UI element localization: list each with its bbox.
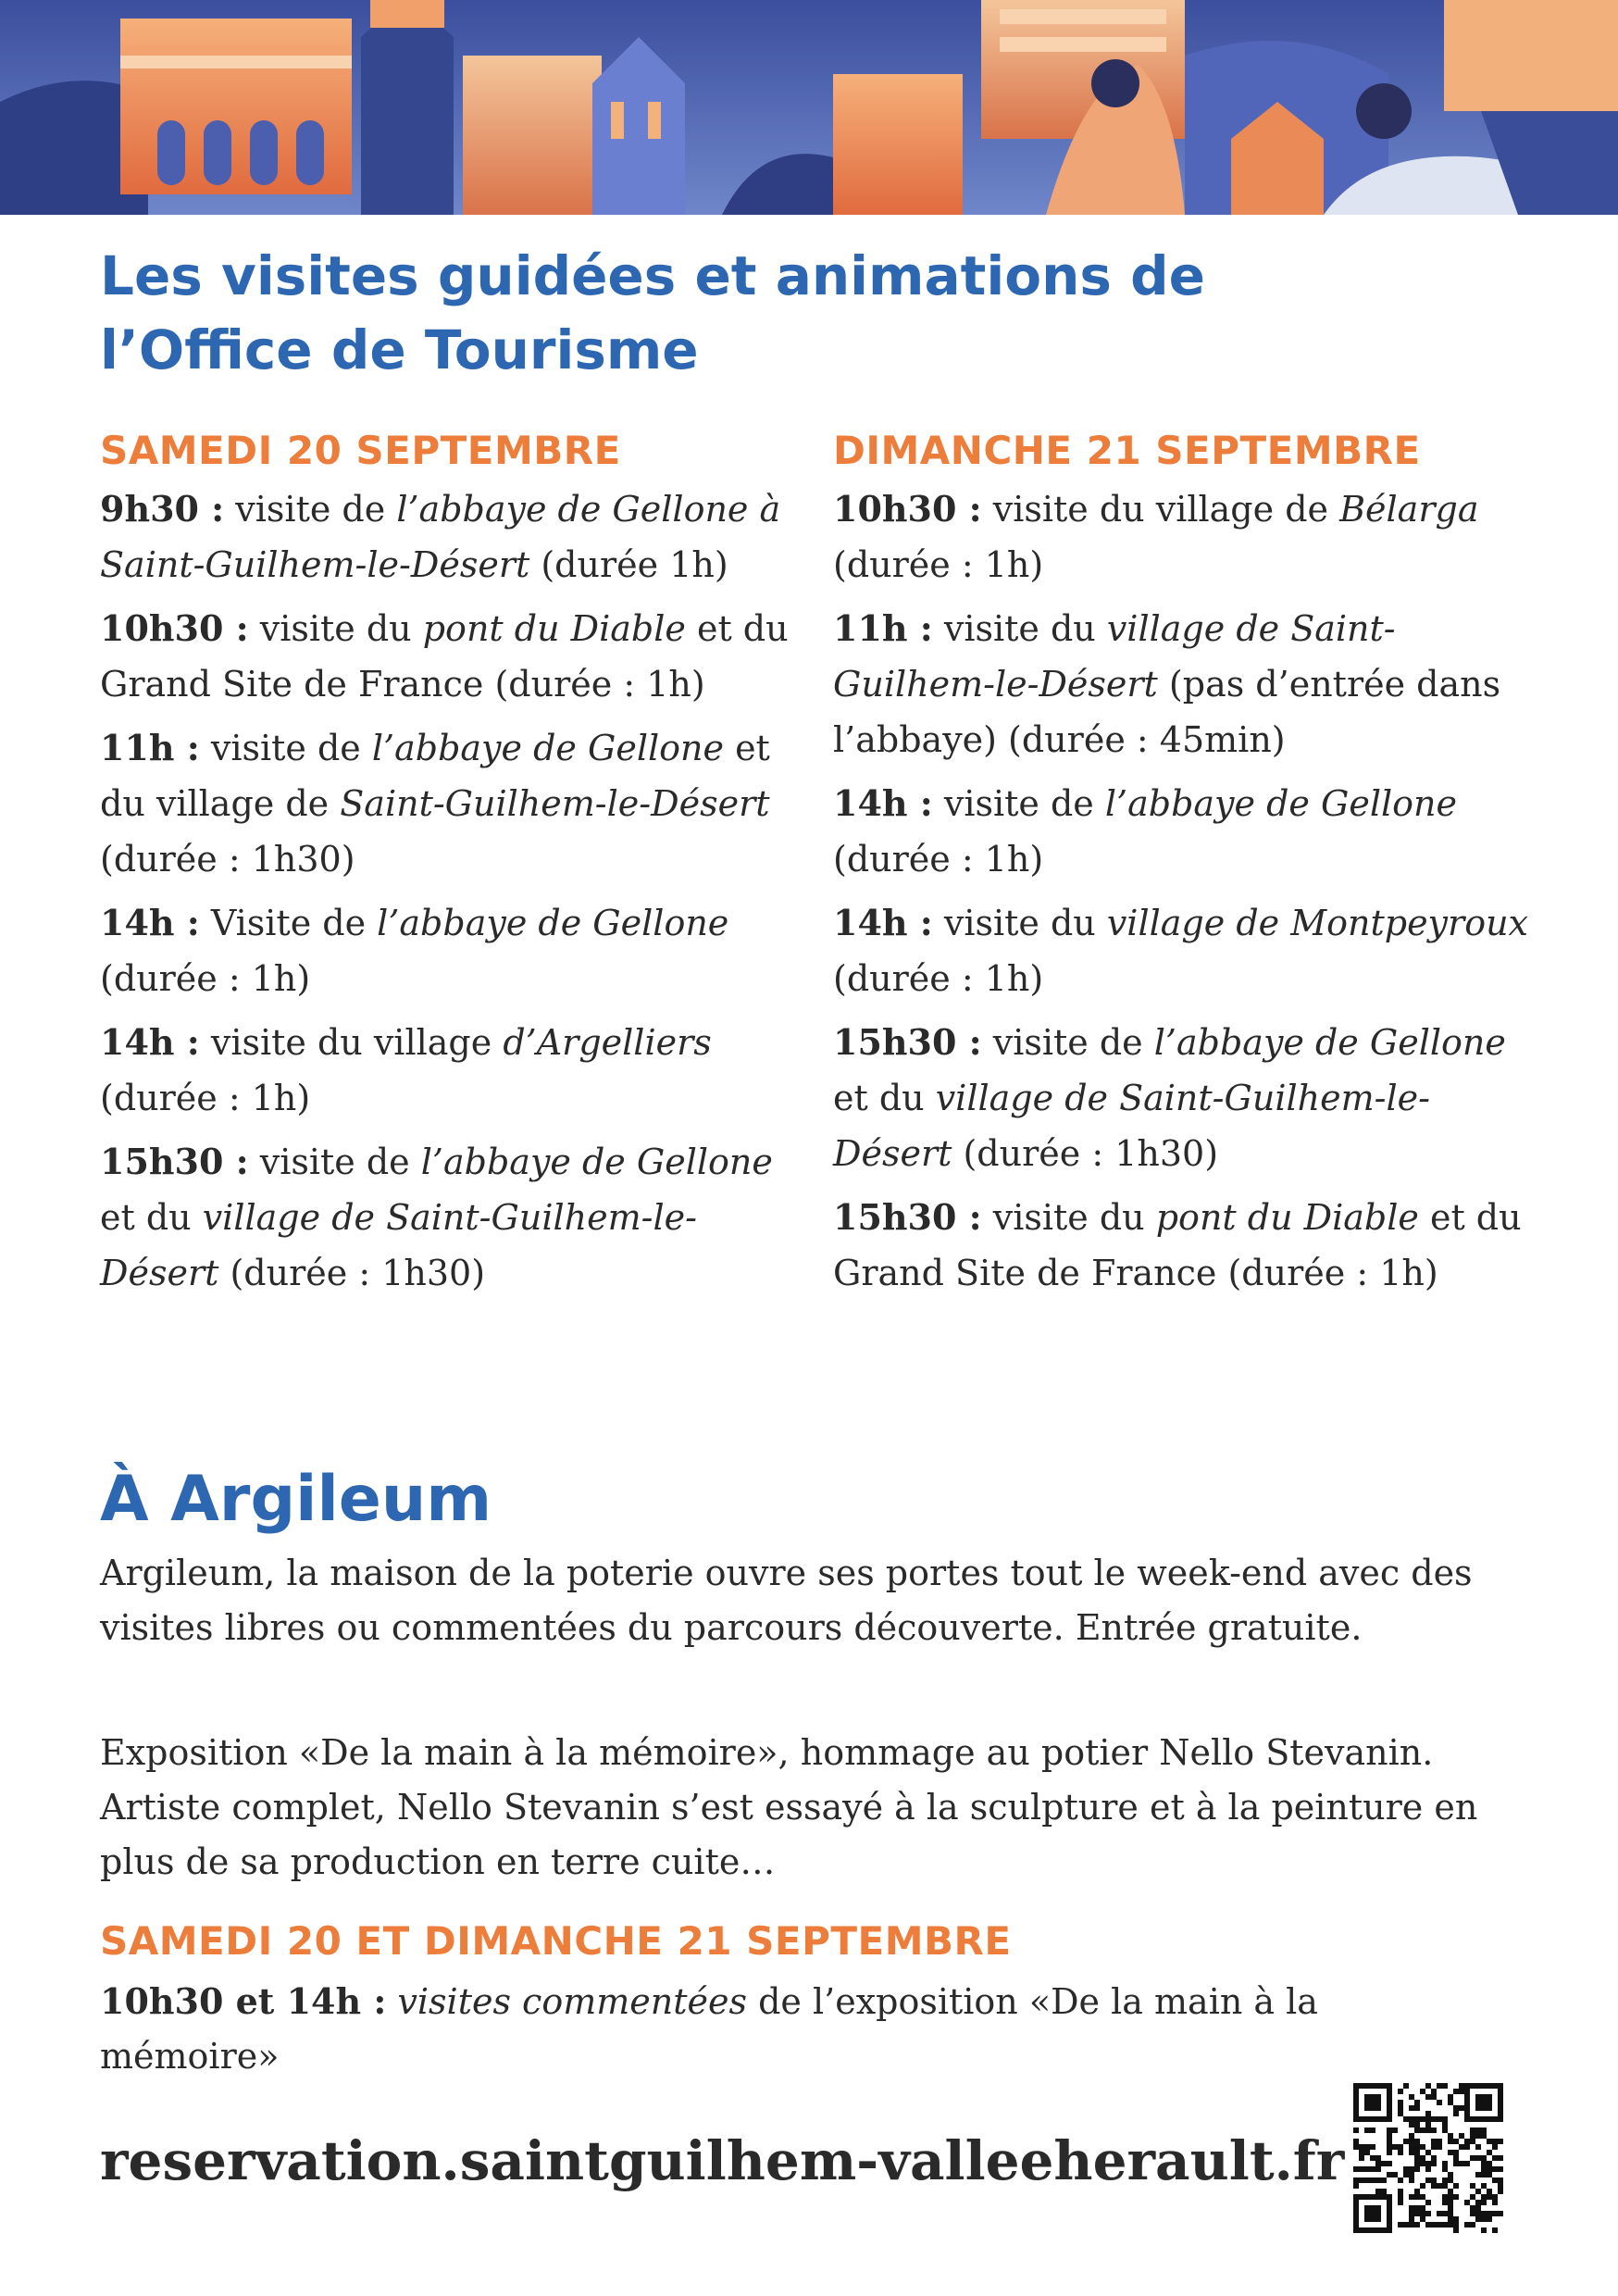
entry-time: 14h : [100,1021,200,1063]
argileum-paragraph-2: Exposition «De la main à la mémoire», hommage au potier Nello Stevanin. Artiste complet, Nello Stevanin s’est essayé à la sculpture et à la peinture en plus de sa production en terre cuite… [100,1732,1478,1882]
entry-place: pont du Diable [422,608,686,649]
entry-text: visite de [248,1142,421,1182]
saturday-column [100,428,803,1309]
entry-text: visite du [932,608,1107,649]
entry-time: 10h30 : [833,488,982,530]
title-line-2: l’Office de Tourisme [100,318,699,381]
entry-text: de l’exposition «De la main à la mémoire» [100,1981,1318,2077]
schedule-entry [100,601,803,712]
entry-place: l’abbaye de Gellone [1104,783,1457,824]
entry-place: visites commentées [397,1981,747,2022]
sunday-heading: DIMANCHE 21 SEPTEMBRE [833,428,1421,473]
sunday-column [833,428,1537,1309]
reservation-link[interactable]: reservation.saintguilhem-valleeherault.fr [100,2129,1345,2192]
entry-text: visite du [932,903,1107,943]
schedule-entry [833,1015,1537,1181]
entry-text: visite du village de [981,489,1340,530]
entry-text: (durée : 1h) [100,958,311,999]
entry-text: (durée : 1h) [833,839,1044,880]
entry-text: (durée : 1h30) [218,1253,486,1293]
entry-text: (durée : 1h) [833,544,1044,585]
entry-time: 10h30 et 14h : [100,1980,387,2022]
entry-text: (durée : 1h) [833,958,1044,999]
entry-text: Visite de [199,903,378,943]
sunday-entries [833,481,1537,1301]
schedule-entry [100,720,803,887]
entry-text: (durée 1h) [529,544,728,585]
entry-time: 15h30 : [833,1021,982,1063]
argileum-paragraph-1: Argileum, la maison de la poterie ouvre ses portes tout le week-end avec des visites libres ou commentées du parcours découverte. Entrée gratuite. [100,1553,1473,1648]
schedule-entry [833,895,1537,1006]
entry-time: 10h30 : [100,607,249,649]
entry-text: (durée : 1h30) [100,839,355,880]
entry-text: (durée : 1h) [100,1078,311,1118]
entry-text: (durée : 1h30) [952,1133,1219,1174]
title-line-1: Les visites guidées et animations de [100,244,1205,307]
entry-time: 15h30 : [833,1196,982,1238]
entry-text: et du village de [100,728,770,824]
schedule-entry [100,1134,803,1301]
entry-text: et du Grand Site de France (durée : 1h) [833,1197,1522,1293]
entry-text: et du [833,1078,936,1118]
entry-text: et du Grand Site de France (durée : 1h) [100,608,789,705]
entry-place: village de Saint-Guilhem-le-Désert [100,1197,697,1293]
entry-place: Saint-Guilhem-le-Désert [340,783,770,824]
schedule-entry [833,1190,1537,1301]
entry-text: visite du village [199,1022,504,1063]
entry-place: pont du Diable [1155,1197,1419,1238]
entry-text: et du [100,1197,203,1238]
entry-time: 15h30 : [100,1141,249,1182]
entry-time: 14h : [833,902,933,943]
qr-code-icon[interactable] [1353,2083,1503,2233]
entry-text: visite du [248,608,423,649]
entry-place: l’abbaye de Gellone [377,903,729,943]
entry-place: l’abbaye de Gellone [420,1142,773,1182]
entry-text: visite de [199,728,372,768]
argileum-day-heading: SAMEDI 20 ET DIMANCHE 21 SEPTEMBRE [100,1918,1012,1964]
entry-time: 9h30 : [100,488,225,530]
entry-place: l’abbaye de Gellone à Saint-Guilhem-le-Désert [100,489,781,585]
schedule-entry [833,601,1537,767]
entry-place: d’Argelliers [503,1022,712,1063]
schedule-entry [100,481,803,593]
schedule-entry [833,776,1537,887]
entry-text: visite du [981,1197,1156,1238]
entry-time: 11h : [833,607,933,649]
entry-text: visite de [981,1022,1154,1063]
page-title [100,239,1488,387]
entry-place: village de Montpeyroux [1106,903,1528,943]
schedule-entry [833,481,1537,593]
entry-place: village de Saint-Guilhem-le-Désert [833,608,1396,705]
entry-place: Bélarga [1339,489,1479,530]
schedule-entry [100,895,803,1006]
entry-text: visite de [224,489,397,530]
saturday-entries [100,481,803,1301]
entry-place: l’abbaye de Gellone [1153,1022,1506,1063]
entry-place: village de Saint-Guilhem-le-Désert [833,1078,1430,1174]
argileum-heading: À Argileum [100,1463,492,1536]
entry-time: 11h : [100,727,200,768]
entry-text [386,1981,397,2022]
entry-time: 14h : [100,902,200,943]
entry-time: 14h : [833,782,933,824]
argileum-entry [100,1974,1396,2084]
schedule-entry [100,1015,803,1126]
header-illustration [0,0,1618,215]
saturday-heading: SAMEDI 20 SEPTEMBRE [100,428,621,473]
entry-text: visite de [932,783,1105,824]
entry-text: (pas d’entrée dans l’abbaye) (durée : 45min) [833,664,1501,760]
entry-place: l’abbaye de Gellone [371,728,724,768]
